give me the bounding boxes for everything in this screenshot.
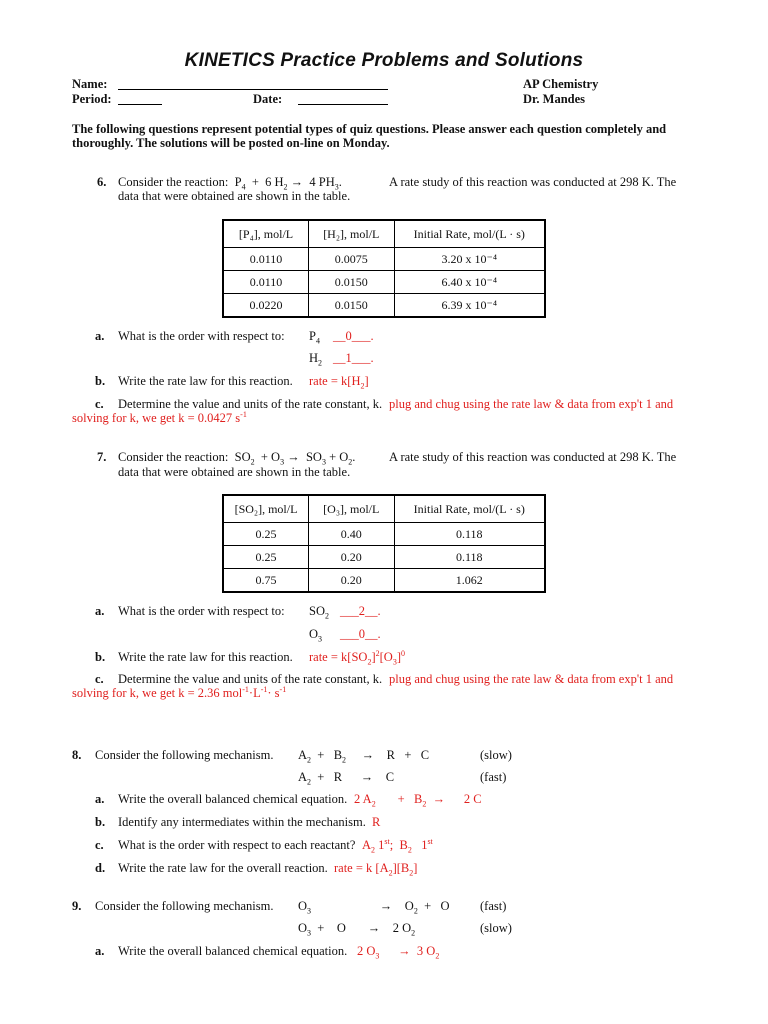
q6a-p4-species: $P_4$	[309, 329, 320, 346]
table-row	[223, 271, 545, 294]
q6c-label: c.	[95, 397, 104, 411]
q8a-text: Write the overall balanced chemical equation.	[118, 792, 348, 806]
table-cell: 0.118	[394, 523, 545, 546]
q9-step2: $O_3$ + O → 2 $O_2$	[298, 921, 416, 938]
table-cell: 0.0075	[309, 248, 395, 271]
q8-text: Consider the following mechanism.	[95, 748, 274, 762]
q6a-h2-answer: __1___.	[333, 351, 374, 365]
date-label: Date:	[253, 92, 283, 106]
table-cell: 0.20	[309, 569, 395, 593]
q7c-text: Determine the value and units of the rate constant, k.	[118, 672, 383, 686]
table-row	[223, 523, 545, 546]
table-cell: 0.0110	[223, 271, 309, 294]
q8d-answer: rate = k $[A_2][B_2]$	[334, 861, 418, 878]
q6b-text: Write the rate law for this reaction.	[118, 374, 293, 388]
q7b-text: Write the rate law for this reaction.	[118, 650, 293, 664]
q8-number: 8.	[72, 748, 82, 762]
q7a-label: a.	[95, 604, 105, 618]
table-cell: 6.39 x 10⁻⁴	[394, 294, 545, 318]
teacher-label: Dr. Mandes	[523, 92, 586, 106]
date-field[interactable]	[298, 104, 388, 105]
table-cell: 0.75	[223, 569, 309, 593]
name-field[interactable]	[118, 89, 388, 90]
table-cell: 6.40 x 10⁻⁴	[394, 271, 545, 294]
name-label: Name:	[72, 77, 108, 91]
q8b-text: Identify any intermediates within the mechanism.	[118, 815, 366, 829]
q9-number: 9.	[72, 899, 82, 913]
q7c-answer-2: solving for k, we get k = 2.36 $mol^{-1}\cdot L^{-1}\cdot s^{-1}$	[72, 684, 287, 700]
period-label: Period:	[72, 92, 112, 106]
q6-reaction: Consider the reaction: $P_4 + 6$ $H_2 \to 4$ $PH_3$.	[118, 175, 342, 192]
q7b-label: b.	[95, 650, 106, 664]
q6a-p4-answer: __0___.	[333, 329, 374, 343]
q8-step1: $A_2 + B_2$ → R + C	[298, 748, 430, 765]
q8c-answer: $A_2$ 1st; $B_2$ 1st	[362, 836, 433, 855]
q6a-text: What is the order with respect to:	[118, 329, 285, 343]
q8c-text: What is the order with respect to each reactant?	[118, 838, 356, 852]
q6b-answer: rate = $k[H_2]$	[309, 374, 369, 391]
q8-step1-rate: (slow)	[480, 748, 512, 762]
period-field[interactable]	[118, 104, 162, 105]
table-row	[223, 248, 545, 271]
table-row	[223, 294, 545, 318]
q6-study-text: A rate study of this reaction was conducted at 298 K. The	[389, 175, 677, 189]
q6-number: 6.	[97, 175, 107, 189]
table-header: Initial Rate, mol/(L · s)	[394, 220, 545, 248]
table-cell: 0.0220	[223, 294, 309, 318]
q7-study-text-2: data that were obtained are shown in the table.	[118, 465, 351, 479]
q6-study-text-2: data that were obtained are shown in the table.	[118, 189, 351, 203]
table-header-row	[223, 495, 545, 523]
table-cell: 1.062	[394, 569, 545, 593]
table-row	[223, 569, 545, 593]
table-cell: 0.25	[223, 523, 309, 546]
table-cell: 3.20 x 10⁻⁴	[394, 248, 545, 271]
q7a-o3-species: $O_3$	[309, 627, 323, 644]
q7a-text: What is the order with respect to:	[118, 604, 285, 618]
table-header: Initial Rate, mol/(L · s)	[394, 495, 545, 523]
table-cell: 0.0110	[223, 248, 309, 271]
q7a-so2-answer: ___2__.	[340, 604, 381, 618]
q8b-label: b.	[95, 815, 106, 829]
q7-reaction: Consider the reaction: $SO_2 + O_3 \to SO_3 + O_2$.	[118, 450, 356, 467]
table-cell: 0.0150	[309, 271, 395, 294]
q8-step2-rate: (fast)	[480, 770, 507, 784]
q9-step1: $O_3$ → $O_2 + O$	[298, 899, 450, 916]
q8c-label: c.	[95, 838, 104, 852]
q9-step1-rate: (fast)	[480, 899, 507, 913]
table-header: [O₃], mol/L	[309, 495, 395, 523]
q9a-answer: 2 $O_3$ → 3 $O_2$	[357, 944, 440, 961]
table-header: [H₂], mol/L	[309, 220, 395, 248]
table-header: [SO₂], mol/L	[223, 495, 309, 523]
intro-text: The following questions represent potential types of quiz questions. Please answer each question completely and thoroughly. The solutions will be posted on-line on Monday.	[72, 122, 667, 150]
q8d-label: d.	[95, 861, 106, 875]
q7a-so2-species: $SO_2$	[309, 604, 329, 621]
table-row	[223, 546, 545, 569]
table-cell: 0.0150	[309, 294, 395, 318]
table-cell: 0.25	[223, 546, 309, 569]
q8a-answer: 2 $A_2$ + $B_2$ → 2 C	[354, 792, 482, 809]
q8d-text: Write the rate law for the overall reaction.	[118, 861, 328, 875]
q7c-label: c.	[95, 672, 104, 686]
q6c-answer-1: plug and chug using the rate law & data from exp't 1 and	[389, 397, 674, 411]
q6a-label: a.	[95, 329, 105, 343]
q8-step2: $A_2 + R$ → C	[298, 770, 395, 787]
q7-data-table	[222, 494, 546, 593]
q8b-answer: R	[372, 815, 381, 829]
q9a-text: Write the overall balanced chemical equation.	[118, 944, 348, 958]
course-label: AP Chemistry	[523, 77, 599, 91]
q6a-h2-species: $H_2$	[309, 351, 323, 368]
page-title: KINETICS Practice Problems and Solutions	[184, 50, 584, 71]
q7a-o3-answer: ___0__.	[340, 627, 381, 641]
table-header: [P₄], mol/L	[223, 220, 309, 248]
q7-study-text: A rate study of this reaction was conducted at 298 K. The	[389, 450, 677, 464]
table-cell: 0.20	[309, 546, 395, 569]
table-cell: 0.40	[309, 523, 395, 546]
q9-text: Consider the following mechanism.	[95, 899, 274, 913]
table-cell: 0.118	[394, 546, 545, 569]
q6b-label: b.	[95, 374, 106, 388]
q7b-answer: rate = $k[SO_2]^2[O_3]^0$	[309, 648, 405, 667]
q7-number: 7.	[97, 450, 107, 464]
q6c-answer-2: solving for k, we get k = 0.0427 $s^{-1}$	[72, 409, 247, 425]
q6c-text: Determine the value and units of the rate constant, k.	[118, 397, 383, 411]
q8a-label: a.	[95, 792, 105, 806]
q6-data-table	[222, 219, 546, 318]
q7c-answer-1: plug and chug using the rate law & data from exp't 1 and	[389, 672, 674, 686]
table-header-row	[223, 220, 545, 248]
q9-step2-rate: (slow)	[480, 921, 512, 935]
q9a-label: a.	[95, 944, 105, 958]
